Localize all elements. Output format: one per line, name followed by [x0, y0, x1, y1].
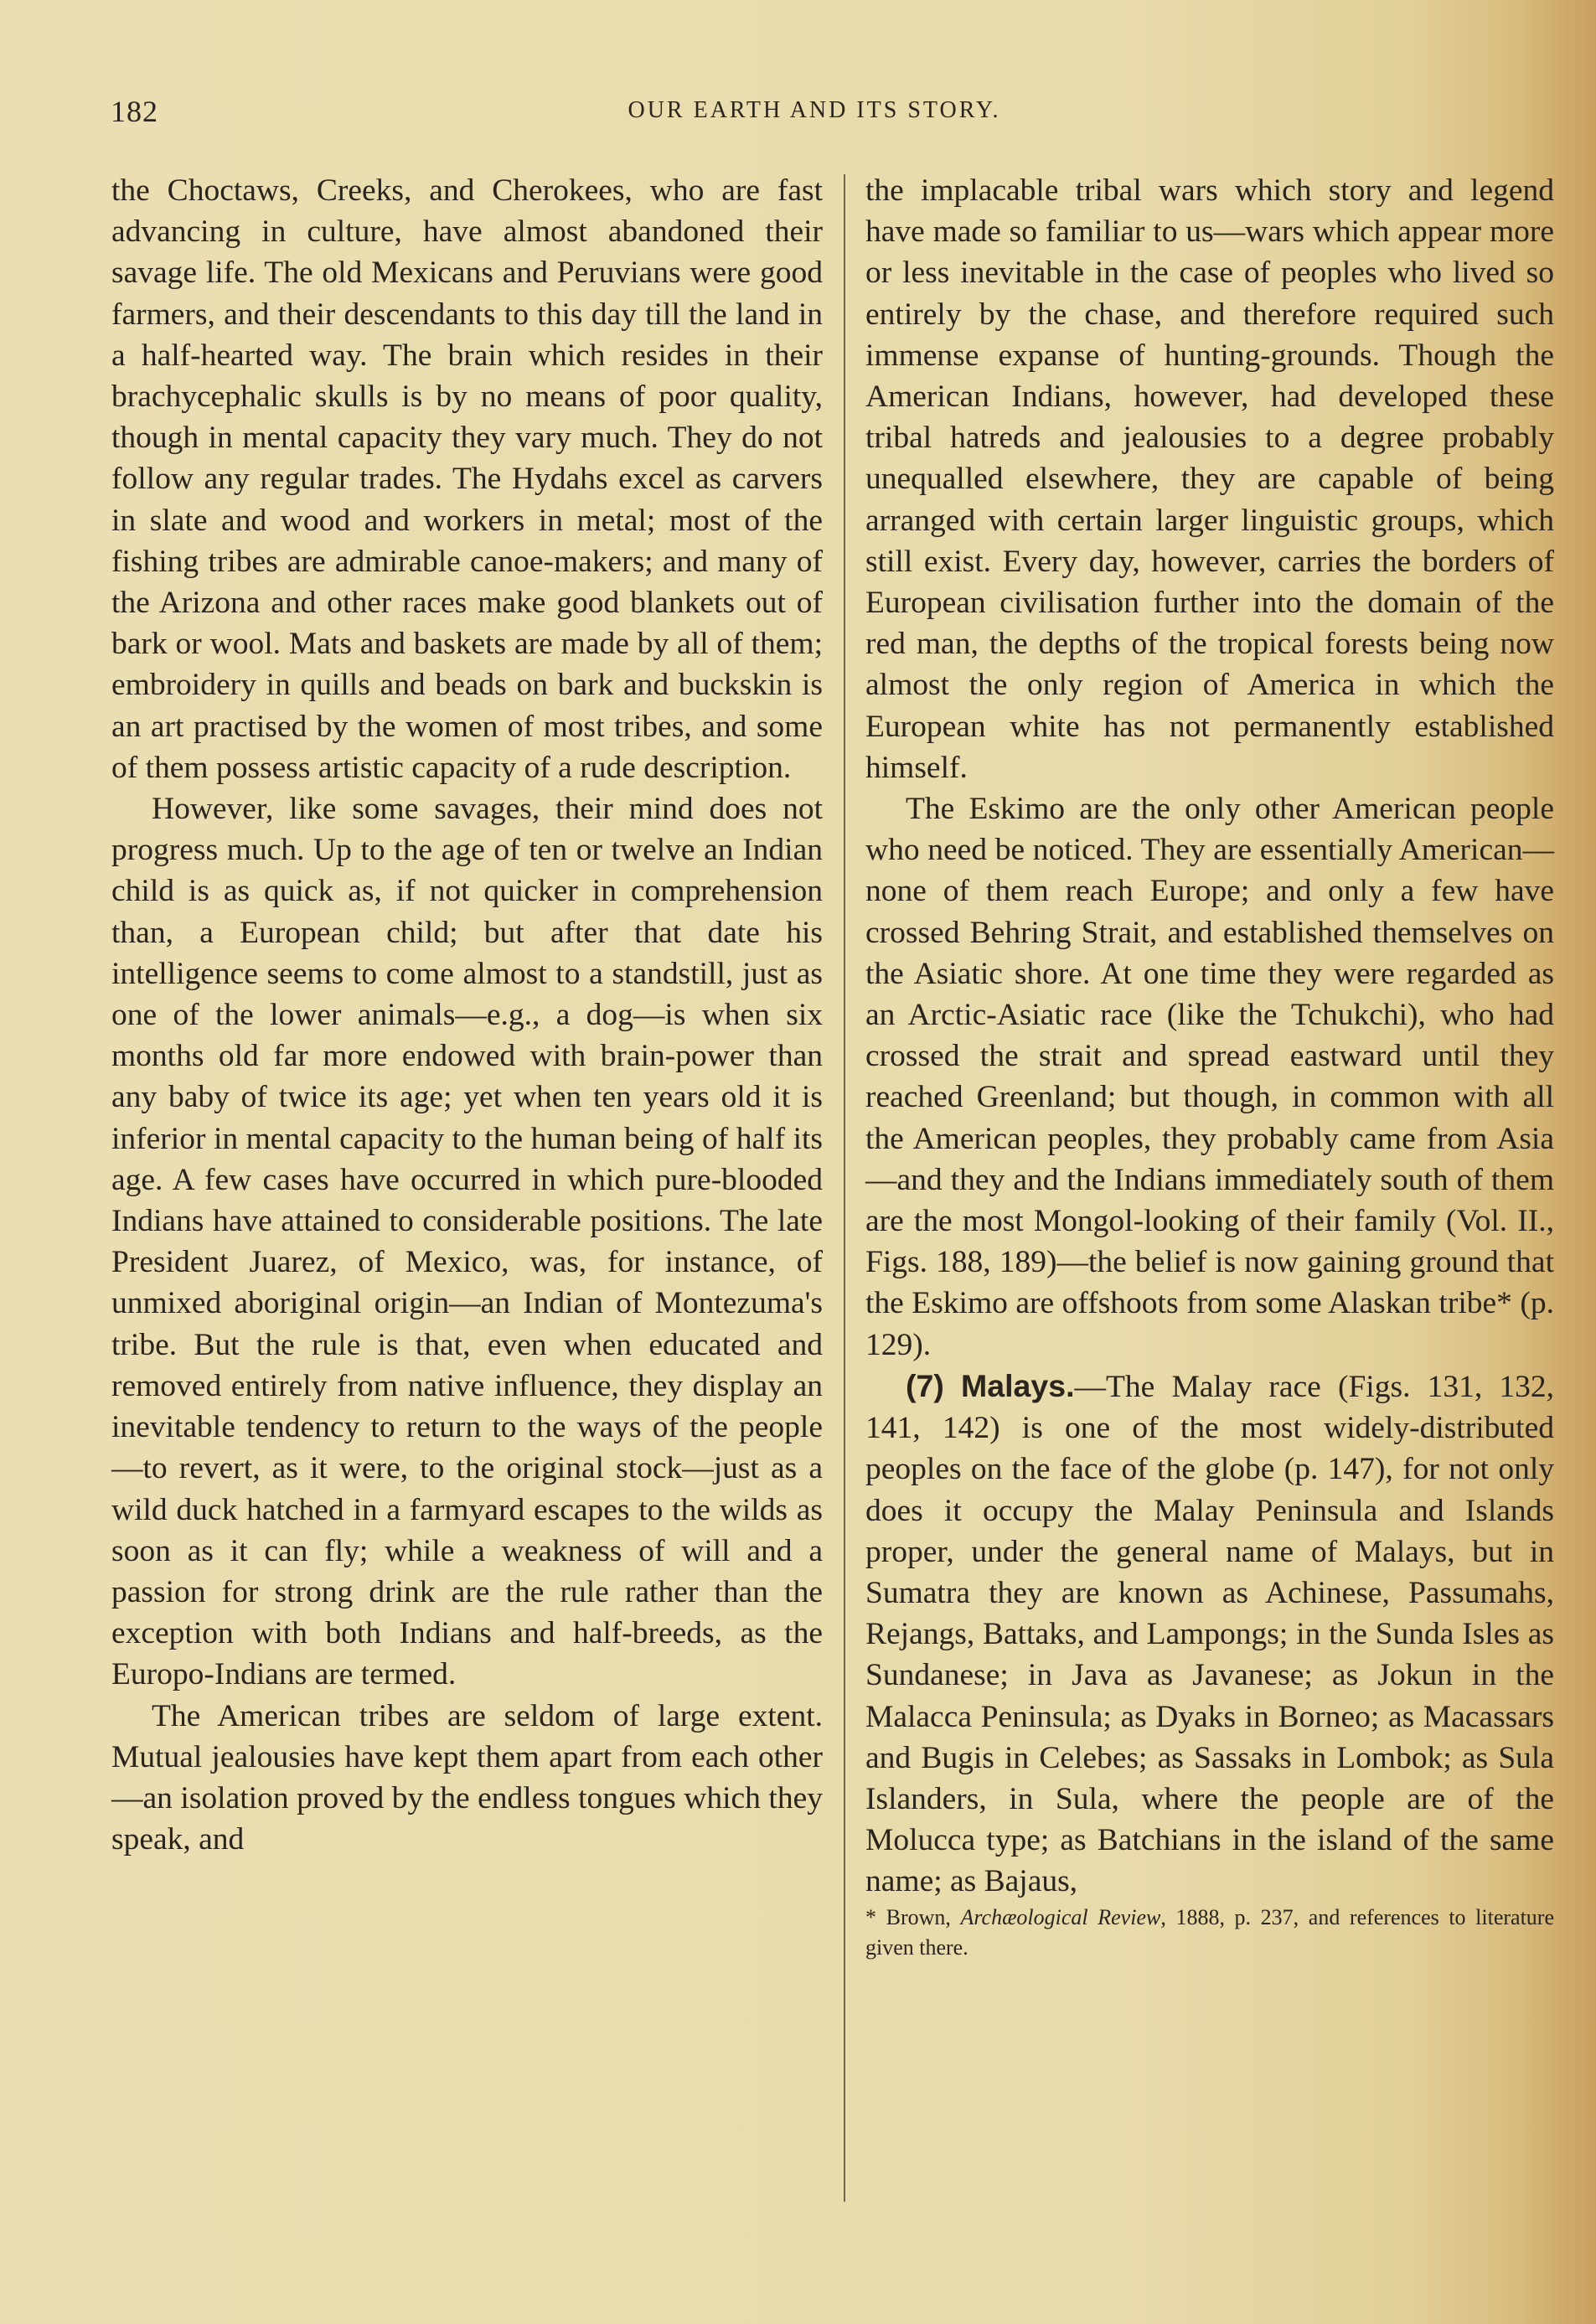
page-number: 182: [111, 95, 158, 128]
right-paragraph-1: the implacable tribal wars which story and legend have made so familiar to us—wars which appear more or less inevitable in the case of peoples who lived so entirely by the chase, and therefore required such immense expanse of hunting-grounds. Though the American Indians, however, had developed these tribal hatreds and jealousies to a degree probably unequalled elsewhere, they are capable of being arranged with certain larger linguistic groups, which still exist. Every day, however, carries the borders of European civilisation further into the domain of the red man, the depths of the tropical forests being now almost the only region of America in which the European white has not permanently established himself.: [865, 173, 1554, 785]
right-paragraph-2: The Eskimo are the only other American people who need be noticed. They are essentially American—none of them reach Europe; and only a few have crossed Behring Strait, and established themselves on the Asiatic shore. At one time they were regarded as an Arctic-Asiatic race (like the Tchukchi), who had crossed the strait and spread eastward until they reached Greenland; but though, in common with all the American peoples, they probably came from Asia—and they and the Indians immediately south of them are the most Mongol-looking of their family (Vol. II., Figs. 188, 189)—the belief is now gaining ground that the Eskimo are offshoots from some Alaskan tribe* (p. 129).: [865, 792, 1554, 1362]
footnote-suffix: , 1888, p. 237, and references to literature given there.: [865, 1904, 1555, 1960]
left-paragraph-2: However, like some savages, their mind does not progress much. Up to the age of ten or twelve an Indian child is as quick as, if not quicker in comprehension than, a European child; but after that date his intelligence seems to come almost to a standstill, just as one of the lower animals—e.g., a dog—is when six months old far more endowed with brain-power than any baby of twice its age; yet when ten years old it is inferior in mental capacity to the human being of half its age. A few cases have occurred in which pure-blooded Indians have attained to considerable positions. The late President Juarez, of Mexico, was, for instance, of unmixed aboriginal origin—an Indian of Montezuma's tribe. But the rule is that, even when educated and removed entirely from native influence, they display an inevitable tendency to return to the ways of the people—to revert, as it were, to the original stock—just as a wild duck hatched in a farmyard escapes to the wilds as soon as it can fly; while a weakness of will and a passion for strong drink are the rule rather than the exception with both Indians and half-breeds, as the Europo-Indians are termed.: [111, 792, 823, 1692]
footnote-prefix: * Brown,: [865, 1904, 961, 1929]
right-paragraph-3: [865, 1366, 1554, 1903]
page-header: [111, 94, 1518, 137]
footnote-title: Archæological Review: [960, 1904, 1161, 1929]
right-column: [865, 170, 1554, 1963]
column-divider: [844, 174, 845, 2202]
footnote: [865, 1903, 1554, 1963]
running-title: OUR EARTH AND ITS STORY.: [628, 97, 1001, 123]
section-number: (7): [906, 1367, 944, 1403]
left-paragraph-1: the Choctaws, Creeks, and Cherokees, who are fast advancing in culture, have almost abandoned their savage life. The old Mexicans and Peruvians were good farmers, and their descendants to this day till the land in a half-hearted way. The brain which resides in their brachycephalic skulls is by no means of poor quality, though in mental capacity they vary much. They do not follow any regular trades. The Hydahs excel as carvers in slate and wood and workers in metal; most of the fishing tribes are admirable canoe-makers; and many of the Arizona and other races make good blankets out of bark or wool. Mats and baskets are made by all of them; embroidery in quills and beads on bark and buckskin is an art practised by the women of most tribes, and some of them possess artistic capacity of a rude description.: [111, 173, 823, 785]
malays-text: —The Malay race (Figs. 131, 132, 141, 142) is one of the most widely-distributed peoples on the face of the globe (p. 147), for not only does it occupy the Malay Peninsula and Islands proper, under the general name of Malays, but in Sumatra they are known as Achinese, Passumahs, Rejangs, Battaks, and Lampongs; in the Sunda Isles as Sundanese; in Java as Javanese; as Jokun in the Malacca Peninsula; as Dyaks in Borneo; as Macassars and Bugis in Celebes; as Sassaks in Lombok; as Sula Islanders, in Sula, where the people are of the Molucca type; as Batchians in the island of the same name; as Bajaus,: [865, 1369, 1554, 1899]
left-paragraph-3: The American tribes are seldom of large extent. Mutual jealousies have kept them apart from each other—an isolation proved by the endless tongues which they speak, and: [111, 1698, 823, 1857]
left-column: [111, 170, 823, 1860]
section-heading-malays: Malays.: [961, 1367, 1075, 1403]
